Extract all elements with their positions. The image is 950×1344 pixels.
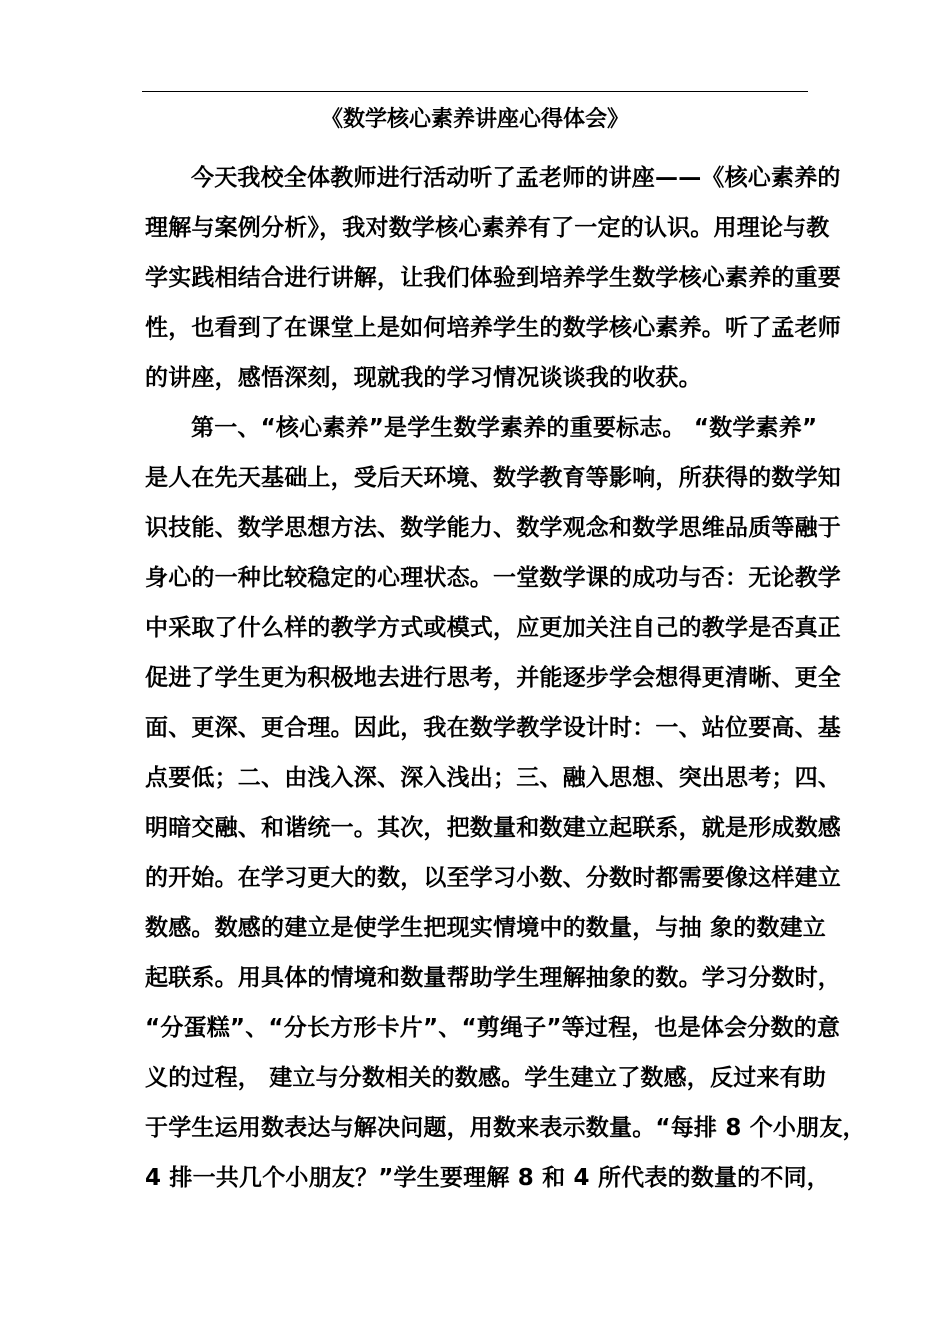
paragraph-2-line-8: 点要低；二、由浅入深、深入浅出；三、融入思想、突出思考；四、 [145,765,841,791]
document-body [145,153,866,1203]
header-rule [142,91,808,92]
paragraph-2-line-2: 是人在先天基础上，受后天环境、数学教育等影响，所获得的数学知 [145,465,841,491]
paragraph-2-line-13: “分蛋糕”、“分长方形卡片”、“剪绳子”等过程，也是体会分数的意 [145,1015,841,1041]
paragraph-1-line-3: 学实践相结合进行讲解，让我们体验到培养学生数学核心素养的重要 [145,265,841,291]
document-title: 《数学核心素养讲座心得体会》 [320,107,629,132]
paragraph-1-line-1: 今天我校全体教师进行活动听了孟老师的讲座——《核心素养的 [191,165,841,191]
paragraph-2-line-7: 面、更深、更合理。因此，我在数学教学设计时：一、站位要高、基 [145,715,841,741]
paragraph-1-line-5: 的讲座，感悟深刻，现就我的学习情况谈谈我的收获。 [145,365,702,391]
paragraph-2-line-1: 第一、“核心素养”是学生数学素养的重要标志。 “数学素养” [191,415,818,441]
paragraph-2-line-16: 4 排一共几个小朋友？”学生要理解 8 和 4 所代表的数量的不同， [145,1165,830,1191]
paragraph-2-line-11: 数感。数感的建立是使学生把现实情境中的数量，与抽 象的数建立 [145,915,827,941]
paragraph-2-line-6: 促进了学生更为积极地去进行思考，并能逐步学会想得更清晰、更全 [145,665,841,691]
paragraph-2-line-5: 中采取了什么样的教学方式或模式，应更加关注自己的教学是否真正 [145,615,841,641]
paragraph-1-line-4: 性，也看到了在课堂上是如何培养学生的数学核心素养。听了孟老师 [145,315,841,341]
paragraph-2-line-10: 的开始。在学习更大的数，以至学习小数、分数时都需要像这样建立 [145,865,841,891]
paragraph-2-line-15: 于学生运用数表达与解决问题，用数来表示数量。“每排 8 个小朋友， [145,1115,866,1141]
paragraph-2-line-14: 义的过程， 建立与分数相关的数感。学生建立了数感，反过来有助 [145,1065,827,1091]
paragraph-2-line-9: 明暗交融、和谐统一。其次，把数量和数建立起联系，就是形成数感 [145,815,841,841]
paragraph-2-line-12: 起联系。用具体的情境和数量帮助学生理解抽象的数。学习分数时， [145,965,841,991]
paragraph-2-line-4: 身心的一种比较稳定的心理状态。一堂数学课的成功与否：无论教学 [145,565,841,591]
paragraph-2-line-3: 识技能、数学思想方法、数学能力、数学观念和数学思维品质等融于 [145,515,841,541]
paragraph-1-line-2: 理解与案例分析》，我对数学核心素养有了一定的认识。用理论与教 [145,215,830,241]
